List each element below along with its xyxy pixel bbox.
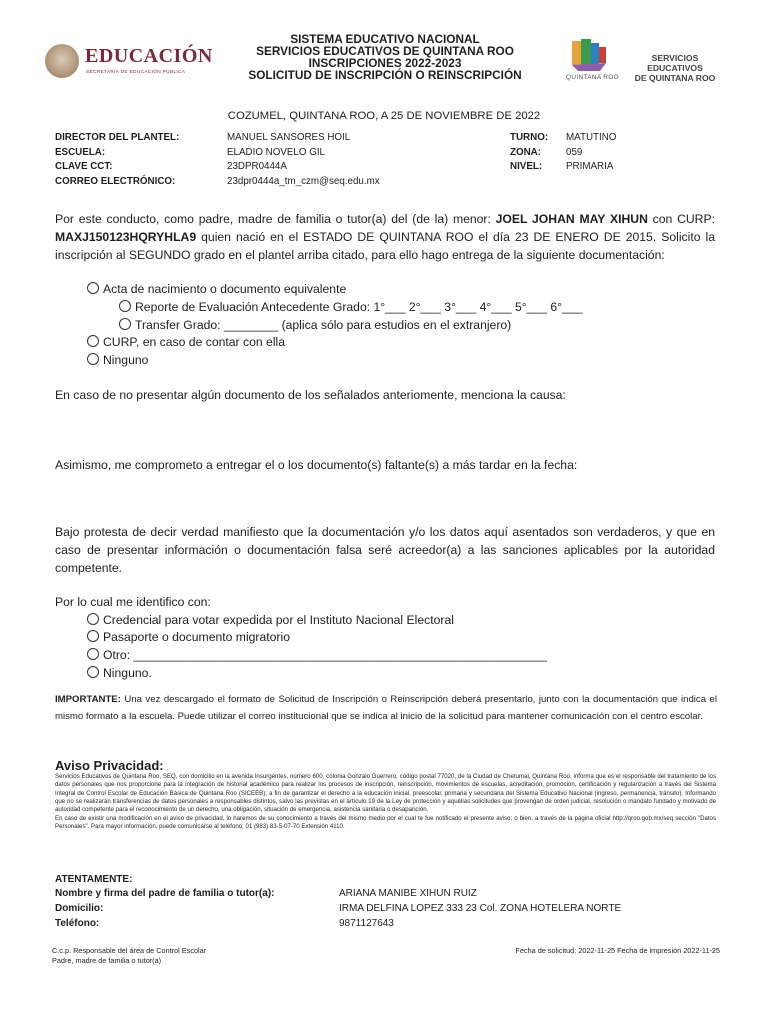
mexico-seal-icon [45,44,79,78]
guardian-name: ARIANA MANIBE XIHUN RUIZ [339,888,477,899]
school-email: 23dpr0444a_tm_czm@seq.edu.mx [227,175,380,187]
school-info-labels: DIRECTOR DEL PLANTEL: ESCUELA: CLAVE CCT: CORREO ELECTRÓNICO: [55,132,180,187]
id-option-pasaporte[interactable]: Pasaporte o documento migratorio [87,628,290,646]
ccp-block: C.c.p. Responsable del área de Control Escolar Padre, madre de familia o tutor(a) [52,946,207,965]
seq-logo [564,37,724,83]
radio-circle-icon[interactable] [119,300,131,312]
id-option-otro[interactable]: Otro: _____________________________________________________________ [87,646,547,664]
zona-value: 059 [566,146,583,158]
radio-circle-icon[interactable] [119,318,131,330]
signature-values [339,886,621,931]
atentamente: ATENTAMENTE: [55,874,133,885]
shift-info-values [566,131,616,175]
student-curp: MAXJ150123HQRYHLA9 [55,230,197,244]
protest-text: Bajo protesta de decir verdad manifiesto que la documentación y/o los datos aquí asentados son verdaderos, y que en caso de presentar información o documentación falsa seré acreedor(a) a las sanciones aplicables por la autoridad competente. [55,525,715,575]
commitment-text: Asimismo, me comprometo a entregar el o los documento(s) faltante(s) a más tardar en la fecha: [55,458,578,472]
doc-option-curp[interactable]: CURP, en caso de contar con ella [87,333,285,351]
doc-option-reporte[interactable]: Reporte de Evaluación Antecedente Grado: 1°___ 2°___ 3°___ 4°___ 5°___ 6°___ [119,298,582,316]
privacy-title: Aviso Privacidad: [55,758,164,773]
request-paragraph: Por este conducto, como padre, madre de familia o tutor(a) del (de la) menor: JOEL JOHAN MAY XIHUN con CURP: MAXJ150123HQRYHLA9 quien nació en el ESTADO DE QUINTANA ROO el día 23 DE ENERO DE 2015. Solicito la inscripción al SEGUNDO grado en el plantel arriba citado, para ello hago entrega de la siguiente documentación: [55,212,715,262]
radio-circle-icon[interactable] [87,630,99,642]
id-intro: Por lo cual me identifico con: [55,595,211,609]
turno-value: MATUTINO [566,132,617,143]
radio-circle-icon[interactable] [87,648,99,660]
place-date: COZUMEL, QUINTANA ROO, A 25 DE NOVIEMBRE DE 2022 [227,110,541,122]
missing-doc-cause: En caso de no presentar algún documento de los señalados anteriomente, menciona la causa: [55,388,566,402]
educacion-logo-subtitle: SECRETARÍA DE EDUCACIÓN PÚBLICA [86,70,186,75]
radio-circle-icon[interactable] [87,335,99,347]
doc-option-acta[interactable]: Acta de nacimiento o documento equivalente [87,280,346,298]
id-option-ninguno[interactable]: Ninguno. [87,664,152,682]
privacy-notice: Servicios Educativos de Quintana Roo, SEQ, con domicilio en la avenida Insurgentes, número 600, colonia Gonzalo Guerrero, código postal 77020, de la Ciudad de Chetumal, Quintana Roo, informa que es el responsable del tratamiento de los datos personales que nos proporcione para la integración de historial académico para realizar los procesos de inscripción, reinscripción, movimientos de escuelas, acreditación, promoción, certificación y regularización a través del Sistema Integral de Control Escolar de Educación Básica de Quintana Roo (SICEEB); a fin de garantizar el derecho a la educación inicial, preescolar, primaria y secundaria del Sistema Educativo Nacional (ingreso, permanencia, tránsito). Informando que no se realizarán transferencias de datos personales a responsables distintos, salvo las previstas en el artículo 19 de la Ley de protección y aquéllas solicitudes que provengan de orden judicial, resolución o mandato fundado y motivado de autoridad competente para el reconocimiento de un derecho, una obligación, situación de emergencia, asistencia sanitaria o desaparición. En caso de existir una modificación en el aviso de privacidad, lo haremos de su conocimiento a través del mismo medio por el cual te fue notificado el presente aviso; o bien, a través de la página oficial http://qroo.gob.mx/seq sección "Datos Personales". Para mayor información, puede comunicarse al teléfono: 01 (983) 83-5-07-70 Extensión 4110. [55,773,716,831]
quintana-roo-map-icon [570,37,612,73]
school-info-values [227,131,380,189]
id-option-ine[interactable]: Credencial para votar expedida por el Instituto Nacional Electoral [87,611,454,629]
radio-circle-icon[interactable] [87,282,99,294]
radio-circle-icon[interactable] [87,666,99,678]
document-title: SISTEMA EDUCATIVO NACIONAL SERVICIOS EDUCATIVOS DE QUINTANA ROO INSCRIPCIONES 2022-2023 SOLICITUD DE INSCRIPCIÓN O REINSCRIPCIÓN [248,32,522,82]
signature-labels: Nombre y firma del padre de familia o tutor(a): Domicilio: Teléfono: [55,888,275,929]
request-dates: Fecha de solicitud: 2022-11-25 Fecha de impresión 2022-11-25 [515,946,720,955]
educacion-logo-text: EDUCACIÓN [85,45,213,67]
qroo-logo-text: QUINTANA ROO [566,74,619,81]
nivel-value: PRIMARIA [566,161,614,172]
educacion-logo [45,44,213,80]
guardian-phone: 9871127643 [339,918,394,929]
seq-logo-text: SERVICIOS EDUCATIVOS DE QUINTANA ROO [634,53,716,83]
radio-circle-icon[interactable] [87,353,99,365]
important-note: IMPORTANTE: Una vez descargado el formato de Solicitud de Inscripción o Reinscripción deberá presentarlo, junto con la documentación que indica el mismo formato a la escuela. Puede utilizar el correo institucional que se indica al inicio de la solicitud para mantener comunicación con el centro escolar. [55,694,717,722]
cct-code: 23DPR0444A [227,161,287,172]
shift-info-labels: TURNO: ZONA: NIVEL: [510,132,549,172]
doc-option-ninguno[interactable]: Ninguno [87,351,148,369]
director-name: MANUEL SANSORES HOIL [227,132,351,143]
radio-circle-icon[interactable] [87,613,99,625]
guardian-address: IRMA DELFINA LOPEZ 333 23 Col. ZONA HOTELERA NORTE [339,903,622,914]
doc-option-transfer[interactable]: Transfer Grado: ________ (aplica sólo para estudios en el extranjero) [119,316,511,334]
student-name: JOEL JOHAN MAY XIHUN [495,212,648,226]
school-name: ELADIO NOVELO GIL [227,146,326,158]
